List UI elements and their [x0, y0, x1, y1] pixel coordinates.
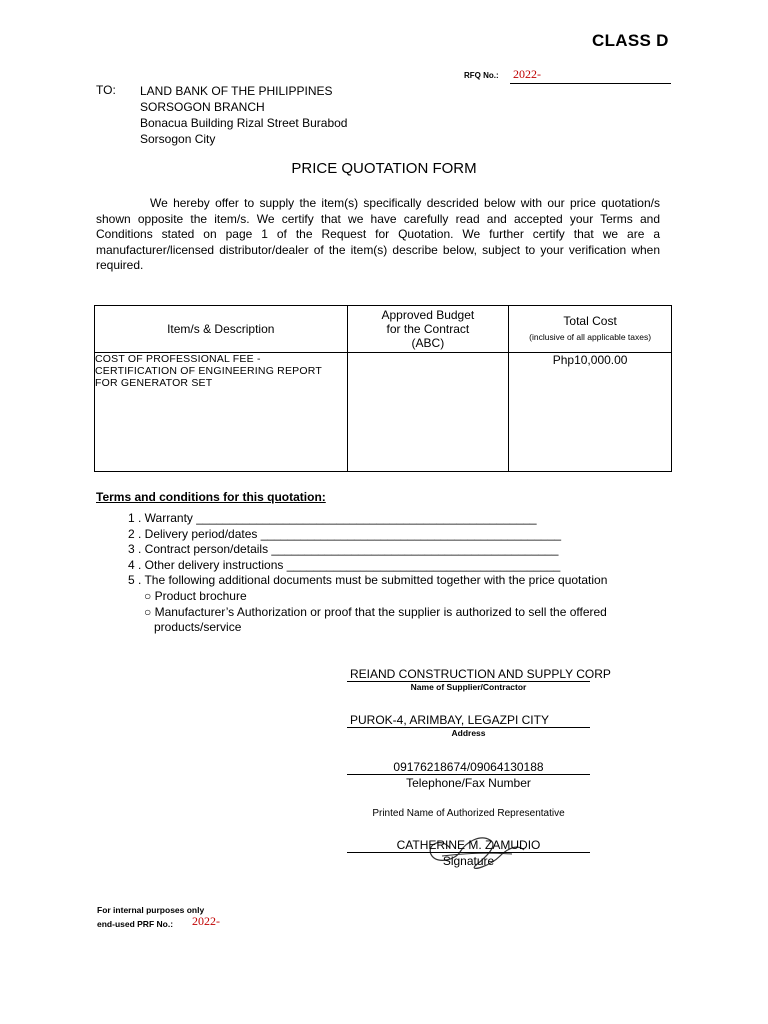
recipient-address — [140, 83, 347, 147]
class-label: CLASS D — [592, 31, 669, 50]
internal-note — [97, 903, 204, 931]
term-sub-continuation: products/service — [154, 620, 242, 635]
rfq-underline — [510, 83, 671, 84]
col-total-cost — [509, 306, 672, 353]
printed-name-caption: Printed Name of Authorized Representative — [372, 808, 565, 819]
col-total-label: Total Cost — [563, 314, 617, 328]
term-contract-person: 3 . Contract person/details ___________________________________________ — [128, 542, 559, 557]
internal-note-line: For internal purposes only — [97, 905, 205, 915]
item-description-line: COST OF PROFESSIONAL FEE - — [95, 353, 261, 365]
term-additional-documents: 5 . The following additional documents must be submitted together with the price quotation — [128, 573, 608, 588]
supplier-phone-block — [347, 760, 590, 790]
to-label: TO: — [96, 83, 116, 97]
term-warranty: 1 . Warranty ___________________________________________________ — [128, 511, 537, 525]
prf-number: 2022- — [192, 914, 220, 928]
supplier-address: PUROK-4, ARIMBAY, LEGAZPI CITY — [347, 713, 590, 728]
recipient-line: LAND BANK OF THE PHILIPPINES — [140, 84, 333, 98]
supplier-phone: 09176218674/09064130188 — [347, 760, 590, 775]
item-description — [95, 353, 348, 472]
col-abc-line: for the Contract — [386, 322, 470, 336]
terms-list — [128, 511, 607, 636]
item-abc — [347, 353, 509, 472]
prf-label: end-used PRF No.: — [97, 919, 174, 929]
rfq-number: 2022- — [513, 67, 541, 81]
term-delivery-instructions: 4 . Other delivery instructions _________________________________________ — [128, 557, 561, 572]
supplier-phone-caption: Telephone/Fax Number — [406, 776, 531, 790]
table-header-row — [95, 306, 672, 353]
term-delivery-period: 2 . Delivery period/dates _____________________________________________ — [128, 526, 562, 541]
col-abc-line: (ABC) — [411, 336, 445, 350]
recipient-line: Bonacua Building Rizal Street Burabod — [140, 116, 348, 130]
items-table — [94, 305, 672, 472]
item-description-line: FOR GENERATOR SET — [95, 377, 213, 389]
item-total: Php10,000.00 — [509, 353, 672, 472]
form-title: PRICE QUOTATION FORM — [291, 160, 477, 177]
recipient-line: Sorsogon City — [140, 132, 216, 146]
col-abc — [347, 306, 509, 353]
representative-block — [347, 838, 590, 868]
supplier-address-block — [347, 713, 590, 738]
table-row — [95, 353, 672, 472]
representative-name: CATHERINE M. ZAMUDIO — [347, 838, 590, 853]
intro-paragraph — [96, 196, 660, 274]
supplier-name-block — [347, 667, 611, 692]
supplier-address-caption: Address — [451, 728, 486, 738]
col-total-note: (inclusive of all applicable taxes) — [529, 332, 652, 342]
intro-text: We hereby offer to supply the item(s) specifically descrided below with our price quotation/s shown opposite the item/s. We certify that we have carefully read and accepted your Terms and Conditions stated on page 1 of the Request for Quotation. We further certify that we are a manufacturer/licensed distributor/dealer of the item(s) describe below, subject to your verification when required. — [96, 196, 660, 272]
recipient-line: SORSOGON BRANCH — [140, 100, 265, 114]
item-description-line: CERTIFICATION OF ENGINEERING REPORT — [95, 365, 322, 377]
term-sub-authorization: ○ Manufacturer’s Authorization or proof that the supplier is authorized to sell the offered — [144, 604, 607, 619]
supplier-name-caption: Name of Supplier/Contractor — [410, 682, 527, 692]
term-sub-brochure: ○ Product brochure — [144, 588, 247, 603]
signature-caption: Signature — [442, 854, 495, 868]
rfq-label: RFQ No.: — [464, 71, 499, 80]
supplier-name: REIAND CONSTRUCTION AND SUPPLY CORP — [347, 667, 590, 682]
col-abc-line: Approved Budget — [381, 308, 475, 322]
col-item-description: Item/s & Description — [95, 306, 348, 353]
terms-title: Terms and conditions for this quotation: — [96, 490, 326, 504]
